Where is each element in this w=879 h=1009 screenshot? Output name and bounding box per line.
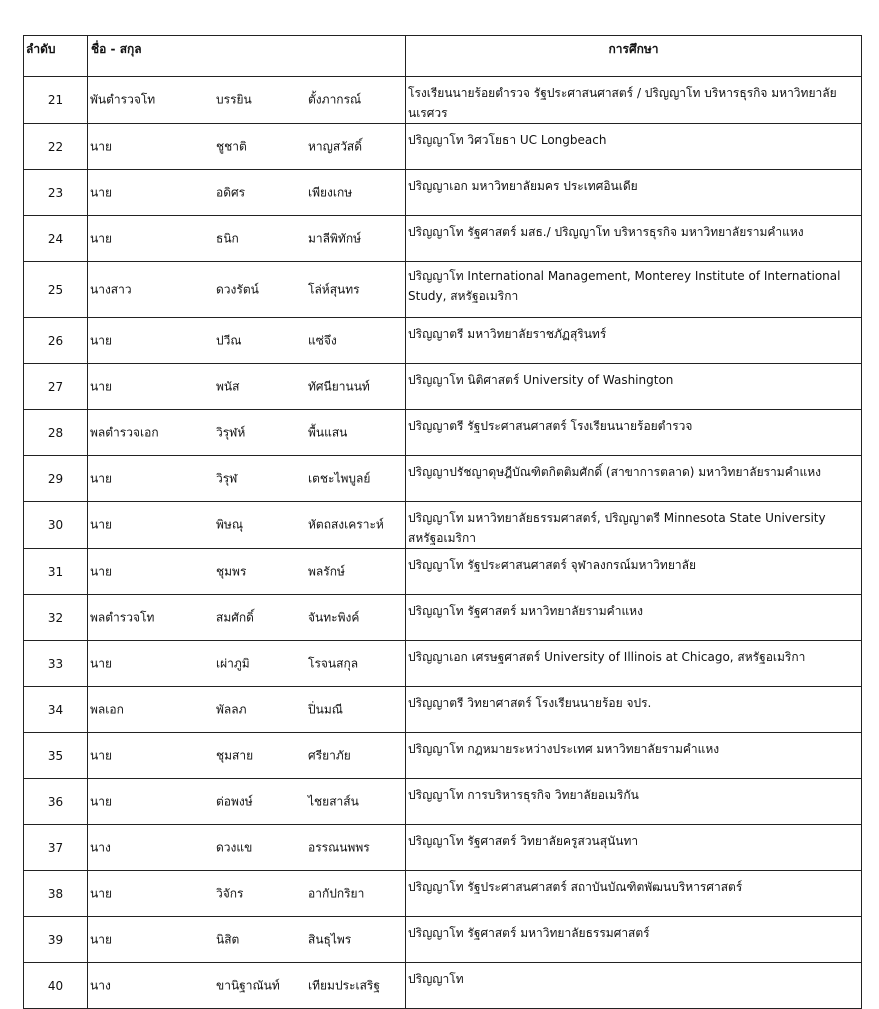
header-education: การศึกษา <box>406 36 862 77</box>
last-name: อากัปกริยา <box>308 886 365 900</box>
first-name: ปวีณ <box>216 333 242 347</box>
row-name-cell <box>88 124 406 170</box>
row-name-cell <box>88 595 406 641</box>
last-name: หัตถสงเคราะห์ <box>308 517 384 532</box>
name-title: นาง <box>90 840 111 854</box>
row-education: ปริญญาโท รัฐศาสตร์ มหาวิทยาลัยรามคำแหง <box>406 595 862 641</box>
table-row <box>24 779 862 825</box>
row-order-number: 33 <box>24 641 88 687</box>
row-education: โรงเรียนนายร้อยตำรวจ รัฐประศาสนศาสตร์ / ปริญญาโท บริหารธุรกิจ มหาวิทยาลัยนเรศวร <box>406 77 862 124</box>
table-row <box>24 170 862 216</box>
row-order-number: 38 <box>24 871 88 917</box>
last-name: แซ่จึง <box>308 333 337 347</box>
first-name: พนัส <box>216 379 240 393</box>
table-row <box>24 917 862 963</box>
row-order-number: 25 <box>24 262 88 318</box>
last-name: เทียมประเสริฐ <box>308 978 380 992</box>
row-name-cell <box>88 216 406 262</box>
first-name: ขานิฐาณันท์ <box>216 978 280 992</box>
name-title: พลตำรวจเอก <box>90 425 159 439</box>
name-title: นาย <box>90 471 112 485</box>
name-title: นาย <box>90 932 112 946</box>
row-order-number: 22 <box>24 124 88 170</box>
last-name: จันทะพิงค์ <box>308 610 360 624</box>
table-row <box>24 216 862 262</box>
row-education: ปริญญาเอก เศรษฐศาสตร์ University of Illinois at Chicago, สหรัฐอเมริกา <box>406 641 862 687</box>
member-table <box>23 35 862 1009</box>
first-name: วิรุฬห์ <box>216 425 246 439</box>
row-name-cell <box>88 687 406 733</box>
name-title: นาย <box>90 379 112 393</box>
row-education: ปริญญาตรี มหาวิทยาลัยราชภัฏสุรินทร์ <box>406 318 862 364</box>
name-title: นาย <box>90 231 112 245</box>
name-title: นาย <box>90 794 112 808</box>
row-order-number: 36 <box>24 779 88 825</box>
row-order-number: 23 <box>24 170 88 216</box>
last-name: พลรักษ์ <box>308 564 345 578</box>
table-row <box>24 410 862 456</box>
row-order-number: 34 <box>24 687 88 733</box>
last-name: ศรียาภัย <box>308 748 351 762</box>
table-row <box>24 502 862 549</box>
table-row <box>24 456 862 502</box>
row-education: ปริญญาโท <box>406 963 862 1009</box>
header-order: ลำดับ <box>24 36 88 77</box>
table-row <box>24 77 862 124</box>
row-order-number: 32 <box>24 595 88 641</box>
row-education: ปริญญาโท International Management, Monterey Institute of International Study, สหรัฐอเมริกา <box>406 262 862 318</box>
last-name: โล่ห์สุนทร <box>308 282 360 296</box>
row-education: ปริญญาตรี วิทยาศาสตร์ โรงเรียนนายร้อย จปร. <box>406 687 862 733</box>
name-title: พลเอก <box>90 702 124 716</box>
last-name: เพียงเกษ <box>308 185 353 199</box>
row-education: ปริญญาโท รัฐศาสตร์ วิทยาลัยครูสวนสุนันทา <box>406 825 862 871</box>
name-title: นางสาว <box>90 282 132 296</box>
row-name-cell <box>88 318 406 364</box>
first-name: บรรยิน <box>216 92 252 107</box>
first-name: วิรุฬ <box>216 471 238 485</box>
row-name-cell <box>88 779 406 825</box>
first-name: นิสิต <box>216 932 240 946</box>
table-row <box>24 733 862 779</box>
first-name: ธนิก <box>216 231 239 245</box>
first-name: พัลลภ <box>216 702 247 716</box>
row-name-cell <box>88 825 406 871</box>
name-title: พลตำรวจโท <box>90 610 155 624</box>
first-name: สมศักดิ์ <box>216 610 254 624</box>
table-row <box>24 549 862 595</box>
row-order-number: 28 <box>24 410 88 456</box>
name-title: นาย <box>90 517 112 532</box>
row-name-cell <box>88 262 406 318</box>
row-education: ปริญญาโท นิติศาสตร์ University of Washington <box>406 364 862 410</box>
row-name-cell <box>88 641 406 687</box>
row-name-cell <box>88 456 406 502</box>
row-order-number: 40 <box>24 963 88 1009</box>
first-name: เผ่าภูมิ <box>216 656 250 670</box>
table-row <box>24 595 862 641</box>
row-order-number: 37 <box>24 825 88 871</box>
row-education: ปริญญาโท รัฐศาสตร์ มหาวิทยาลัยธรรมศาสตร์ <box>406 917 862 963</box>
row-order-number: 26 <box>24 318 88 364</box>
first-name: ดวงรัตน์ <box>216 282 259 296</box>
row-order-number: 29 <box>24 456 88 502</box>
table-header-row <box>24 36 862 77</box>
row-name-cell <box>88 77 406 124</box>
last-name: อรรณนพพร <box>308 840 370 854</box>
row-education: ปริญญาโท รัฐศาสตร์ มสธ./ ปริญญาโท บริหารธุรกิจ มหาวิทยาลัยรามคำแหง <box>406 216 862 262</box>
last-name: โรจนสกุล <box>308 656 359 670</box>
row-education: ปริญญาโท วิศวโยธา UC Longbeach <box>406 124 862 170</box>
last-name: ทัศนียานนท์ <box>308 379 370 393</box>
row-order-number: 35 <box>24 733 88 779</box>
first-name: ชุมพร <box>216 564 247 578</box>
row-education: ปริญญาเอก มหาวิทยาลัยมคร ประเทศอินเดีย <box>406 170 862 216</box>
name-title: นาย <box>90 564 112 578</box>
last-name: ไชยสาส์น <box>308 794 359 808</box>
row-order-number: 30 <box>24 502 88 549</box>
row-education: ปริญญาโท การบริหารธุรกิจ วิทยาลัยอเมริกัน <box>406 779 862 825</box>
name-title: พันตำรวจโท <box>90 92 156 107</box>
name-title: นาย <box>90 748 112 762</box>
first-name: ต่อพงษ์ <box>216 794 253 808</box>
last-name: เตชะไพบูลย์ <box>308 471 371 485</box>
table-row <box>24 825 862 871</box>
last-name: สินธุไพร <box>308 932 352 946</box>
row-order-number: 24 <box>24 216 88 262</box>
last-name: ตั้งภากรณ์ <box>308 92 362 107</box>
last-name: หาญสวัสดิ์ <box>308 139 363 153</box>
name-title: นาย <box>90 185 112 199</box>
row-order-number: 31 <box>24 549 88 595</box>
first-name: ชุมสาย <box>216 748 254 762</box>
row-name-cell <box>88 364 406 410</box>
table-row <box>24 963 862 1009</box>
row-name-cell <box>88 733 406 779</box>
row-education: ปริญญาตรี รัฐประศาสนศาสตร์ โรงเรียนนายร้อยตำรวจ <box>406 410 862 456</box>
row-name-cell <box>88 871 406 917</box>
row-order-number: 39 <box>24 917 88 963</box>
name-title: นาย <box>90 886 112 900</box>
last-name: พื้นแสน <box>308 425 348 439</box>
row-name-cell <box>88 170 406 216</box>
table-row <box>24 262 862 318</box>
row-education: ปริญญาโท รัฐประศาสนศาสตร์ สถาบันบัณฑิตพัฒนบริหารศาสตร์ <box>406 871 862 917</box>
row-name-cell <box>88 549 406 595</box>
last-name: ปิ่นมณี <box>308 702 343 716</box>
table-row <box>24 318 862 364</box>
row-name-cell <box>88 410 406 456</box>
last-name: มาลีพิทักษ์ <box>308 231 361 245</box>
first-name: ดวงแข <box>216 840 253 854</box>
first-name: อดิศร <box>216 185 246 199</box>
table-row <box>24 687 862 733</box>
table-row <box>24 641 862 687</box>
first-name: วิจักร <box>216 886 244 900</box>
name-title: นาย <box>90 333 112 347</box>
row-order-number: 27 <box>24 364 88 410</box>
table-body <box>24 77 862 1009</box>
name-title: นาย <box>90 139 112 153</box>
table-row <box>24 364 862 410</box>
row-education: ปริญญาปรัชญาดุษฎีบัณฑิตกิตติมศักดิ์ (สาขาการตลาด) มหาวิทยาลัยรามคำแหง <box>406 456 862 502</box>
name-title: นาง <box>90 978 111 992</box>
row-education: ปริญญาโท รัฐประศาสนศาสตร์ จุฬาลงกรณ์มหาวิทยาลัย <box>406 549 862 595</box>
first-name: ชูชาติ <box>216 139 247 153</box>
table-row <box>24 124 862 170</box>
row-name-cell <box>88 917 406 963</box>
row-education: ปริญญาโท มหาวิทยาลัยธรรมศาสตร์, ปริญญาตรี Minnesota State University สหรัฐอเมริกา <box>406 502 862 549</box>
table-row <box>24 871 862 917</box>
row-order-number: 21 <box>24 77 88 124</box>
header-name: ชื่อ - สกุล <box>88 36 406 77</box>
name-title: นาย <box>90 656 112 670</box>
first-name: พิษณุ <box>216 517 243 532</box>
row-education: ปริญญาโท กฎหมายระหว่างประเทศ มหาวิทยาลัยรามคำแหง <box>406 733 862 779</box>
row-name-cell <box>88 502 406 549</box>
row-name-cell <box>88 963 406 1009</box>
